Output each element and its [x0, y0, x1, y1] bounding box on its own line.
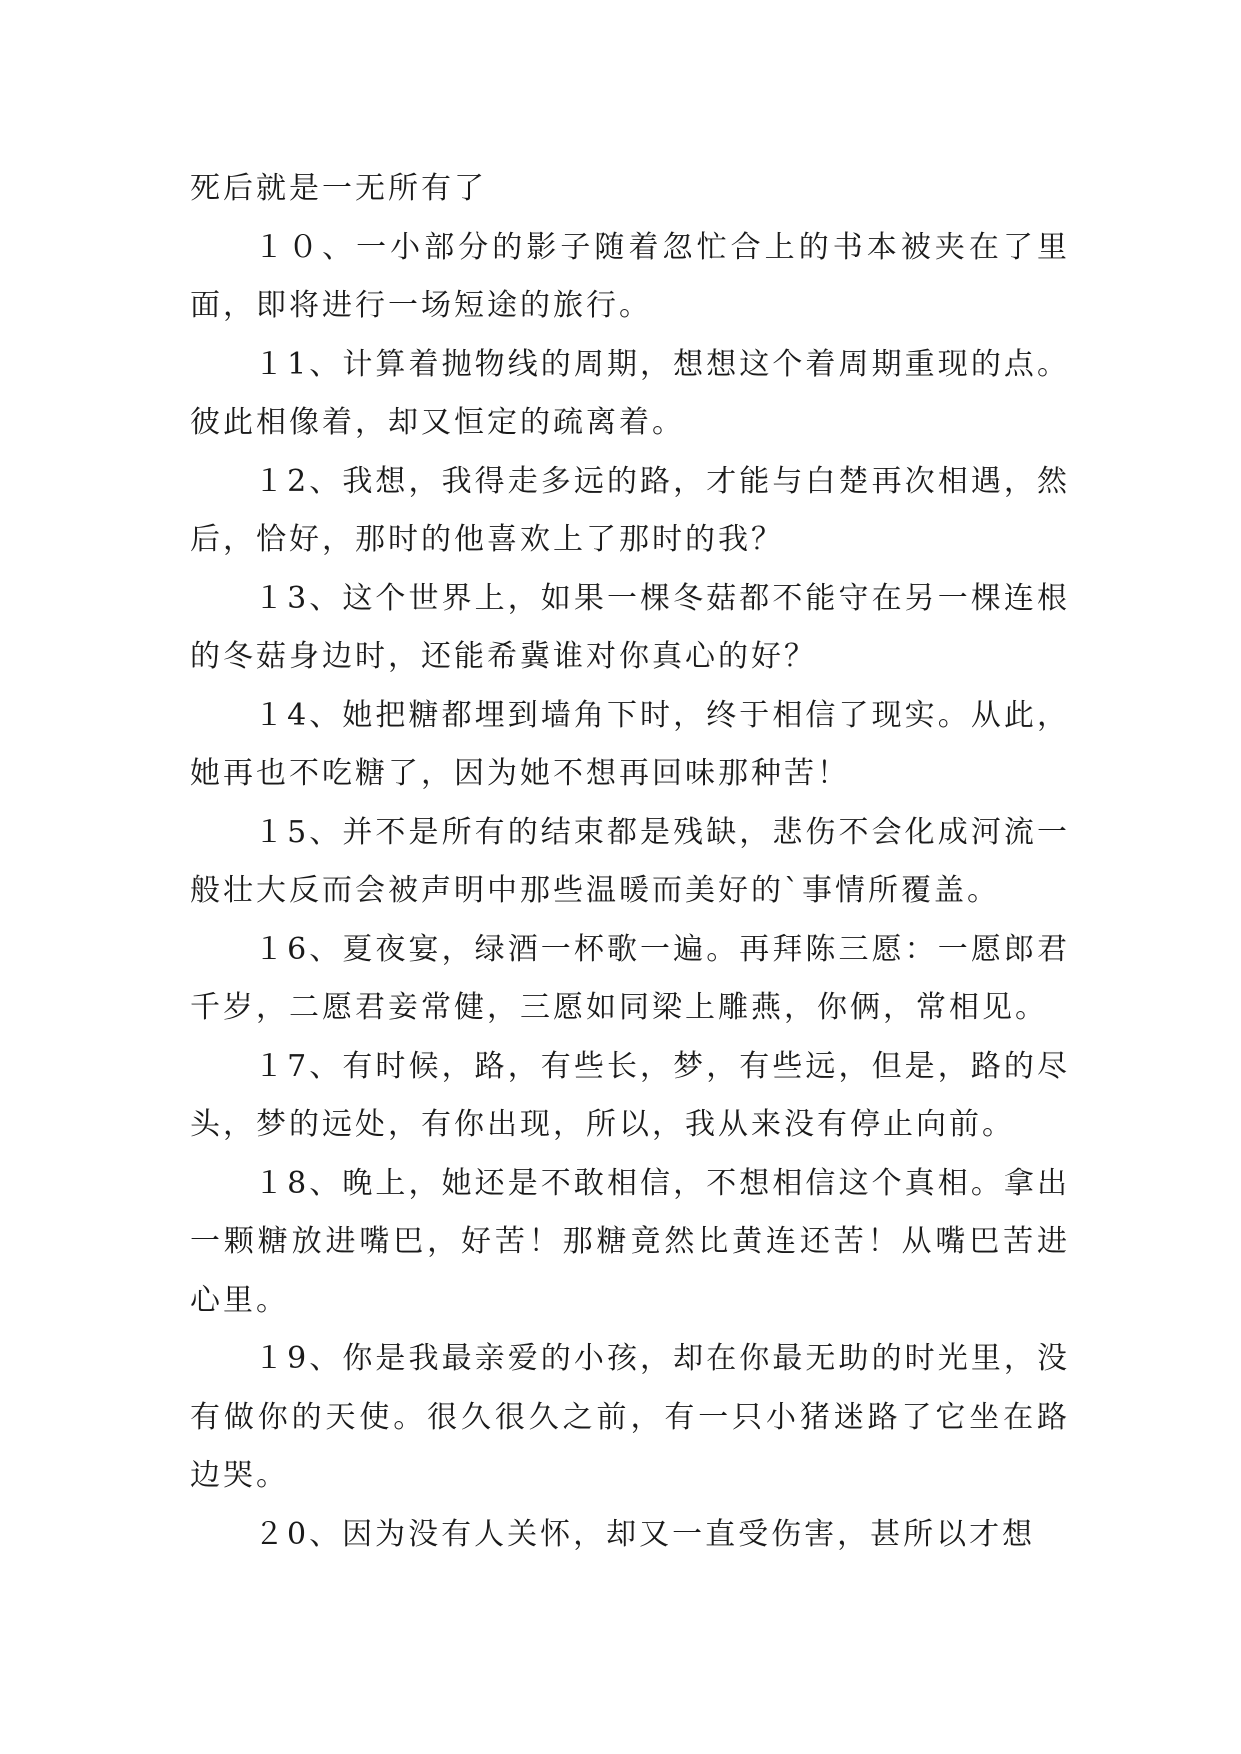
paragraph-15: １5、并不是所有的结束都是残缺，悲伤不会化成河流一般壮大反而会被声明中那些温暖而美好的`事情所覆盖。	[190, 814, 1070, 908]
paragraph-12: １2、我想，我得走多远的路，才能与白楚再次相遇，然后，恰好，那时的他喜欢上了那时的我？	[190, 463, 1070, 557]
paragraph-14: １4、她把糖都埋到墙角下时，终于相信了现实。从此，她再也不吃糖了，因为她不想再回味那种苦！	[190, 697, 1070, 791]
paragraph-13: １3、这个世界上，如果一棵冬菇都不能守在另一棵连根的冬菇身边时，还能希冀谁对你真心的好？	[190, 580, 1070, 674]
document-body	[190, 160, 1070, 1564]
paragraph-18: １8、晚上，她还是不敢相信，不想相信这个真相。拿出一颗糖放进嘴巴，好苦！那糖竟然比黄连还苦！从嘴巴苦进心里。	[190, 1165, 1070, 1318]
paragraph-continuation: 死后就是一无所有了	[190, 171, 487, 206]
paragraph-19: １9、你是我最亲爱的小孩，却在你最无助的时光里，没有做你的天使。很久很久之前，有一只小猪迷路了它坐在路边哭。	[190, 1341, 1070, 1493]
paragraph-10: １０、一小部分的影子随着忽忙合上的书本被夹在了里面，即将进行一场短途的旅行。	[190, 229, 1070, 323]
paragraph-20: ２0、因为没有人关怀，却又一直受伤害，甚所以才想	[254, 1516, 1036, 1552]
paragraph-16: １6、夏夜宴，绿酒一杯歌一遍。再拜陈三愿：一愿郎君千岁，二愿君妾常健，三愿如同梁上雕燕，你俩，常相见。	[190, 931, 1070, 1025]
paragraph-11: １1、计算着抛物线的周期，想想这个着周期重现的点。彼此相像着，却又恒定的疏离着。	[190, 346, 1070, 440]
paragraph-17: １7、有时候，路，有些长，梦，有些远，但是，路的尽头，梦的远处，有你出现，所以，我从来没有停止向前。	[190, 1048, 1070, 1142]
